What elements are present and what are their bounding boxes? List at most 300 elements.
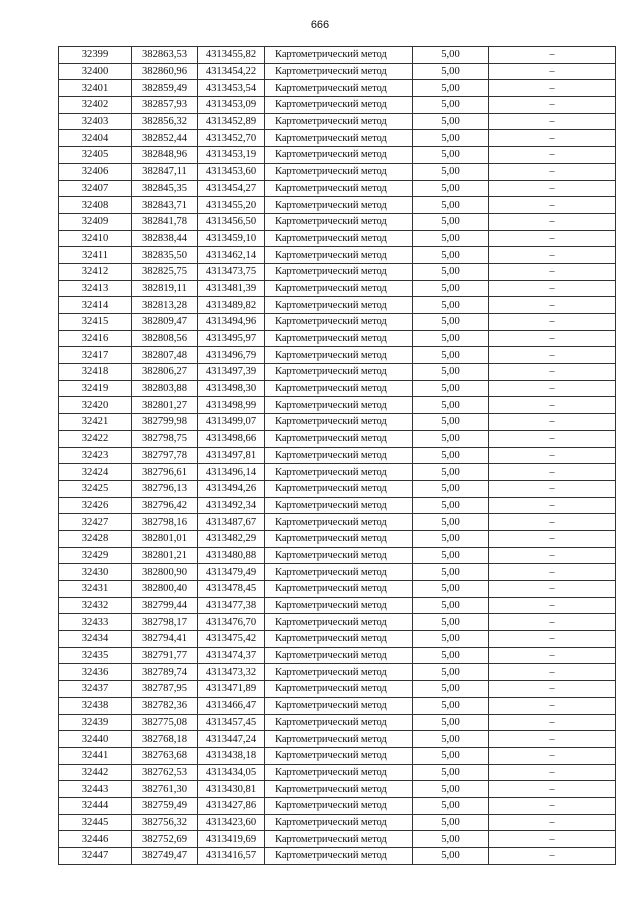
- point-number-cell: 32421: [59, 414, 132, 431]
- table-row: [59, 380, 616, 397]
- y-coordinate-cell: 4313475,42: [198, 631, 265, 648]
- method-cell: Картометрический метод: [265, 530, 413, 547]
- table-row: [59, 263, 616, 280]
- note-cell: –: [489, 764, 616, 781]
- table-row: [59, 697, 616, 714]
- x-coordinate-cell: 382845,35: [132, 180, 198, 197]
- y-coordinate-cell: 4313455,82: [198, 47, 265, 64]
- y-coordinate-cell: 4313496,14: [198, 464, 265, 481]
- table-row: [59, 781, 616, 798]
- accuracy-cell: 5,00: [413, 814, 489, 831]
- point-number-cell: 32410: [59, 230, 132, 247]
- table-row: [59, 848, 616, 865]
- accuracy-cell: 5,00: [413, 263, 489, 280]
- point-number-cell: 32426: [59, 497, 132, 514]
- y-coordinate-cell: 4313427,86: [198, 797, 265, 814]
- x-coordinate-cell: 382806,27: [132, 364, 198, 381]
- note-cell: –: [489, 681, 616, 698]
- point-number-cell: 32406: [59, 163, 132, 180]
- method-cell: Картометрический метод: [265, 280, 413, 297]
- x-coordinate-cell: 382803,88: [132, 380, 198, 397]
- x-coordinate-cell: 382791,77: [132, 647, 198, 664]
- point-number-cell: 32422: [59, 430, 132, 447]
- table-row: [59, 714, 616, 731]
- table-row: [59, 314, 616, 331]
- y-coordinate-cell: 4313453,09: [198, 97, 265, 114]
- table-row: [59, 213, 616, 230]
- method-cell: Картометрический метод: [265, 330, 413, 347]
- note-cell: –: [489, 781, 616, 798]
- note-cell: –: [489, 714, 616, 731]
- point-number-cell: 32445: [59, 814, 132, 831]
- page-number: 666: [310, 19, 330, 31]
- note-cell: –: [489, 614, 616, 631]
- note-cell: –: [489, 848, 616, 865]
- note-cell: –: [489, 230, 616, 247]
- point-number-cell: 32432: [59, 597, 132, 614]
- note-cell: –: [489, 464, 616, 481]
- x-coordinate-cell: 382752,69: [132, 831, 198, 848]
- y-coordinate-cell: 4313497,39: [198, 364, 265, 381]
- table-row: [59, 480, 616, 497]
- accuracy-cell: 5,00: [413, 213, 489, 230]
- y-coordinate-cell: 4313430,81: [198, 781, 265, 798]
- x-coordinate-cell: 382799,44: [132, 597, 198, 614]
- accuracy-cell: 5,00: [413, 497, 489, 514]
- note-cell: –: [489, 530, 616, 547]
- y-coordinate-cell: 4313487,67: [198, 514, 265, 531]
- table-row: [59, 80, 616, 97]
- method-cell: Картометрический метод: [265, 781, 413, 798]
- method-cell: Картометрический метод: [265, 814, 413, 831]
- x-coordinate-cell: 382796,42: [132, 497, 198, 514]
- x-coordinate-cell: 382797,78: [132, 447, 198, 464]
- note-cell: –: [489, 80, 616, 97]
- table-row: [59, 497, 616, 514]
- method-cell: Картометрический метод: [265, 514, 413, 531]
- y-coordinate-cell: 4313438,18: [198, 747, 265, 764]
- x-coordinate-cell: 382801,27: [132, 397, 198, 414]
- method-cell: Картометрический метод: [265, 247, 413, 264]
- table-row: [59, 597, 616, 614]
- y-coordinate-cell: 4313495,97: [198, 330, 265, 347]
- accuracy-cell: 5,00: [413, 297, 489, 314]
- x-coordinate-cell: 382808,56: [132, 330, 198, 347]
- table-row: [59, 347, 616, 364]
- y-coordinate-cell: 4313423,60: [198, 814, 265, 831]
- point-number-cell: 32420: [59, 397, 132, 414]
- accuracy-cell: 5,00: [413, 747, 489, 764]
- method-cell: Картометрический метод: [265, 614, 413, 631]
- x-coordinate-cell: 382841,78: [132, 213, 198, 230]
- accuracy-cell: 5,00: [413, 330, 489, 347]
- point-number-cell: 32408: [59, 197, 132, 214]
- x-coordinate-cell: 382825,75: [132, 263, 198, 280]
- method-cell: Картометрический метод: [265, 364, 413, 381]
- method-cell: Картометрический метод: [265, 480, 413, 497]
- x-coordinate-cell: 382763,68: [132, 747, 198, 764]
- note-cell: –: [489, 547, 616, 564]
- point-number-cell: 32409: [59, 213, 132, 230]
- accuracy-cell: 5,00: [413, 347, 489, 364]
- point-number-cell: 32407: [59, 180, 132, 197]
- x-coordinate-cell: 382801,21: [132, 547, 198, 564]
- y-coordinate-cell: 4313477,38: [198, 597, 265, 614]
- y-coordinate-cell: 4313455,20: [198, 197, 265, 214]
- point-number-cell: 32439: [59, 714, 132, 731]
- table-row: [59, 831, 616, 848]
- method-cell: Картометрический метод: [265, 764, 413, 781]
- point-number-cell: 32413: [59, 280, 132, 297]
- note-cell: –: [489, 397, 616, 414]
- table-row: [59, 447, 616, 464]
- x-coordinate-cell: 382782,36: [132, 697, 198, 714]
- table-row: [59, 364, 616, 381]
- x-coordinate-cell: 382789,74: [132, 664, 198, 681]
- note-cell: –: [489, 731, 616, 748]
- point-number-cell: 32440: [59, 731, 132, 748]
- accuracy-cell: 5,00: [413, 63, 489, 80]
- point-number-cell: 32442: [59, 764, 132, 781]
- method-cell: Картометрический метод: [265, 747, 413, 764]
- coordinates-table-body: [59, 47, 616, 865]
- table-row: [59, 397, 616, 414]
- point-number-cell: 32435: [59, 647, 132, 664]
- x-coordinate-cell: 382801,01: [132, 530, 198, 547]
- method-cell: Картометрический метод: [265, 697, 413, 714]
- x-coordinate-cell: 382794,41: [132, 631, 198, 648]
- method-cell: Картометрический метод: [265, 797, 413, 814]
- method-cell: Картометрический метод: [265, 197, 413, 214]
- x-coordinate-cell: 382749,47: [132, 848, 198, 865]
- note-cell: –: [489, 497, 616, 514]
- x-coordinate-cell: 382799,98: [132, 414, 198, 431]
- x-coordinate-cell: 382762,53: [132, 764, 198, 781]
- table-row: [59, 647, 616, 664]
- accuracy-cell: 5,00: [413, 430, 489, 447]
- coordinates-table: [58, 46, 616, 865]
- accuracy-cell: 5,00: [413, 681, 489, 698]
- x-coordinate-cell: 382819,11: [132, 280, 198, 297]
- point-number-cell: 32438: [59, 697, 132, 714]
- accuracy-cell: 5,00: [413, 280, 489, 297]
- point-number-cell: 32447: [59, 848, 132, 865]
- y-coordinate-cell: 4313494,96: [198, 314, 265, 331]
- y-coordinate-cell: 4313454,27: [198, 180, 265, 197]
- note-cell: –: [489, 163, 616, 180]
- y-coordinate-cell: 4313452,70: [198, 130, 265, 147]
- point-number-cell: 32424: [59, 464, 132, 481]
- accuracy-cell: 5,00: [413, 614, 489, 631]
- note-cell: –: [489, 447, 616, 464]
- point-number-cell: 32412: [59, 263, 132, 280]
- y-coordinate-cell: 4313416,57: [198, 848, 265, 865]
- method-cell: Картометрический метод: [265, 414, 413, 431]
- point-number-cell: 32433: [59, 614, 132, 631]
- x-coordinate-cell: 382796,61: [132, 464, 198, 481]
- note-cell: –: [489, 180, 616, 197]
- table-row: [59, 614, 616, 631]
- accuracy-cell: 5,00: [413, 180, 489, 197]
- note-cell: –: [489, 213, 616, 230]
- y-coordinate-cell: 4313489,82: [198, 297, 265, 314]
- x-coordinate-cell: 382859,49: [132, 80, 198, 97]
- x-coordinate-cell: 382863,53: [132, 47, 198, 64]
- x-coordinate-cell: 382775,08: [132, 714, 198, 731]
- table-row: [59, 564, 616, 581]
- method-cell: Картометрический метод: [265, 314, 413, 331]
- note-cell: –: [489, 831, 616, 848]
- table-row: [59, 631, 616, 648]
- method-cell: Картометрический метод: [265, 497, 413, 514]
- accuracy-cell: 5,00: [413, 230, 489, 247]
- y-coordinate-cell: 4313496,79: [198, 347, 265, 364]
- method-cell: Картометрический метод: [265, 681, 413, 698]
- method-cell: Картометрический метод: [265, 430, 413, 447]
- point-number-cell: 32400: [59, 63, 132, 80]
- y-coordinate-cell: 4313474,37: [198, 647, 265, 664]
- y-coordinate-cell: 4313453,54: [198, 80, 265, 97]
- point-number-cell: 32404: [59, 130, 132, 147]
- y-coordinate-cell: 4313471,89: [198, 681, 265, 698]
- accuracy-cell: 5,00: [413, 530, 489, 547]
- table-row: [59, 180, 616, 197]
- accuracy-cell: 5,00: [413, 197, 489, 214]
- y-coordinate-cell: 4313478,45: [198, 581, 265, 598]
- point-number-cell: 32430: [59, 564, 132, 581]
- accuracy-cell: 5,00: [413, 647, 489, 664]
- point-number-cell: 32436: [59, 664, 132, 681]
- point-number-cell: 32415: [59, 314, 132, 331]
- method-cell: Картометрический метод: [265, 848, 413, 865]
- x-coordinate-cell: 382787,95: [132, 681, 198, 698]
- table-row: [59, 547, 616, 564]
- accuracy-cell: 5,00: [413, 547, 489, 564]
- table-row: [59, 464, 616, 481]
- y-coordinate-cell: 4313481,39: [198, 280, 265, 297]
- table-row: [59, 147, 616, 164]
- table-row: [59, 414, 616, 431]
- y-coordinate-cell: 4313457,45: [198, 714, 265, 731]
- method-cell: Картометрический метод: [265, 581, 413, 598]
- accuracy-cell: 5,00: [413, 464, 489, 481]
- x-coordinate-cell: 382798,17: [132, 614, 198, 631]
- note-cell: –: [489, 664, 616, 681]
- method-cell: Картометрический метод: [265, 631, 413, 648]
- note-cell: –: [489, 113, 616, 130]
- method-cell: Картометрический метод: [265, 347, 413, 364]
- note-cell: –: [489, 364, 616, 381]
- method-cell: Картометрический метод: [265, 297, 413, 314]
- method-cell: Картометрический метод: [265, 230, 413, 247]
- accuracy-cell: 5,00: [413, 848, 489, 865]
- y-coordinate-cell: 4313453,60: [198, 163, 265, 180]
- point-number-cell: 32441: [59, 747, 132, 764]
- method-cell: Картометрический метод: [265, 80, 413, 97]
- y-coordinate-cell: 4313454,22: [198, 63, 265, 80]
- table-row: [59, 430, 616, 447]
- y-coordinate-cell: 4313459,10: [198, 230, 265, 247]
- y-coordinate-cell: 4313419,69: [198, 831, 265, 848]
- note-cell: –: [489, 697, 616, 714]
- point-number-cell: 32416: [59, 330, 132, 347]
- x-coordinate-cell: 382759,49: [132, 797, 198, 814]
- point-number-cell: 32443: [59, 781, 132, 798]
- note-cell: –: [489, 564, 616, 581]
- x-coordinate-cell: 382756,32: [132, 814, 198, 831]
- method-cell: Картометрический метод: [265, 647, 413, 664]
- table-row: [59, 764, 616, 781]
- point-number-cell: 32431: [59, 581, 132, 598]
- note-cell: –: [489, 247, 616, 264]
- y-coordinate-cell: 4313434,05: [198, 764, 265, 781]
- table-row: [59, 814, 616, 831]
- y-coordinate-cell: 4313473,75: [198, 263, 265, 280]
- y-coordinate-cell: 4313480,88: [198, 547, 265, 564]
- note-cell: –: [489, 514, 616, 531]
- y-coordinate-cell: 4313453,19: [198, 147, 265, 164]
- note-cell: –: [489, 314, 616, 331]
- accuracy-cell: 5,00: [413, 380, 489, 397]
- table-row: [59, 797, 616, 814]
- x-coordinate-cell: 382813,28: [132, 297, 198, 314]
- accuracy-cell: 5,00: [413, 113, 489, 130]
- x-coordinate-cell: 382847,11: [132, 163, 198, 180]
- accuracy-cell: 5,00: [413, 664, 489, 681]
- point-number-cell: 32434: [59, 631, 132, 648]
- accuracy-cell: 5,00: [413, 447, 489, 464]
- accuracy-cell: 5,00: [413, 764, 489, 781]
- x-coordinate-cell: 382807,48: [132, 347, 198, 364]
- note-cell: –: [489, 330, 616, 347]
- note-cell: –: [489, 581, 616, 598]
- accuracy-cell: 5,00: [413, 364, 489, 381]
- table-row: [59, 47, 616, 64]
- accuracy-cell: 5,00: [413, 80, 489, 97]
- method-cell: Картометрический метод: [265, 113, 413, 130]
- table-row: [59, 530, 616, 547]
- y-coordinate-cell: 4313456,50: [198, 213, 265, 230]
- table-row: [59, 63, 616, 80]
- x-coordinate-cell: 382796,13: [132, 480, 198, 497]
- method-cell: Картометрический метод: [265, 63, 413, 80]
- accuracy-cell: 5,00: [413, 781, 489, 798]
- accuracy-cell: 5,00: [413, 97, 489, 114]
- method-cell: Картометрический метод: [265, 447, 413, 464]
- note-cell: –: [489, 263, 616, 280]
- note-cell: –: [489, 814, 616, 831]
- note-cell: –: [489, 747, 616, 764]
- accuracy-cell: 5,00: [413, 480, 489, 497]
- point-number-cell: 32425: [59, 480, 132, 497]
- table-row: [59, 297, 616, 314]
- x-coordinate-cell: 382800,90: [132, 564, 198, 581]
- accuracy-cell: 5,00: [413, 597, 489, 614]
- method-cell: Картометрический метод: [265, 464, 413, 481]
- note-cell: –: [489, 63, 616, 80]
- point-number-cell: 32446: [59, 831, 132, 848]
- x-coordinate-cell: 382856,32: [132, 113, 198, 130]
- note-cell: –: [489, 97, 616, 114]
- note-cell: –: [489, 297, 616, 314]
- point-number-cell: 32402: [59, 97, 132, 114]
- method-cell: Картометрический метод: [265, 397, 413, 414]
- y-coordinate-cell: 4313497,81: [198, 447, 265, 464]
- point-number-cell: 32428: [59, 530, 132, 547]
- method-cell: Картометрический метод: [265, 47, 413, 64]
- table-row: [59, 247, 616, 264]
- table-row: [59, 330, 616, 347]
- x-coordinate-cell: 382800,40: [132, 581, 198, 598]
- point-number-cell: 32399: [59, 47, 132, 64]
- note-cell: –: [489, 130, 616, 147]
- accuracy-cell: 5,00: [413, 130, 489, 147]
- x-coordinate-cell: 382843,71: [132, 197, 198, 214]
- accuracy-cell: 5,00: [413, 831, 489, 848]
- note-cell: –: [489, 797, 616, 814]
- x-coordinate-cell: 382857,93: [132, 97, 198, 114]
- method-cell: Картометрический метод: [265, 380, 413, 397]
- y-coordinate-cell: 4313494,26: [198, 480, 265, 497]
- accuracy-cell: 5,00: [413, 247, 489, 264]
- y-coordinate-cell: 4313479,49: [198, 564, 265, 581]
- note-cell: –: [489, 147, 616, 164]
- y-coordinate-cell: 4313462,14: [198, 247, 265, 264]
- point-number-cell: 32405: [59, 147, 132, 164]
- accuracy-cell: 5,00: [413, 797, 489, 814]
- note-cell: –: [489, 380, 616, 397]
- method-cell: Картометрический метод: [265, 130, 413, 147]
- x-coordinate-cell: 382798,16: [132, 514, 198, 531]
- accuracy-cell: 5,00: [413, 631, 489, 648]
- note-cell: –: [489, 47, 616, 64]
- x-coordinate-cell: 382835,50: [132, 247, 198, 264]
- x-coordinate-cell: 382768,18: [132, 731, 198, 748]
- accuracy-cell: 5,00: [413, 697, 489, 714]
- accuracy-cell: 5,00: [413, 731, 489, 748]
- table-row: [59, 747, 616, 764]
- point-number-cell: 32417: [59, 347, 132, 364]
- x-coordinate-cell: 382809,47: [132, 314, 198, 331]
- x-coordinate-cell: 382860,96: [132, 63, 198, 80]
- note-cell: –: [489, 597, 616, 614]
- accuracy-cell: 5,00: [413, 163, 489, 180]
- note-cell: –: [489, 631, 616, 648]
- y-coordinate-cell: 4313498,30: [198, 380, 265, 397]
- note-cell: –: [489, 430, 616, 447]
- table-row: [59, 681, 616, 698]
- method-cell: Картометрический метод: [265, 831, 413, 848]
- y-coordinate-cell: 4313498,66: [198, 430, 265, 447]
- point-number-cell: 32414: [59, 297, 132, 314]
- table-row: [59, 97, 616, 114]
- x-coordinate-cell: 382798,75: [132, 430, 198, 447]
- x-coordinate-cell: 382852,44: [132, 130, 198, 147]
- method-cell: Картометрический метод: [265, 97, 413, 114]
- table-row: [59, 230, 616, 247]
- point-number-cell: 32401: [59, 80, 132, 97]
- y-coordinate-cell: 4313466,47: [198, 697, 265, 714]
- note-cell: –: [489, 414, 616, 431]
- point-number-cell: 32437: [59, 681, 132, 698]
- method-cell: Картометрический метод: [265, 731, 413, 748]
- note-cell: –: [489, 480, 616, 497]
- accuracy-cell: 5,00: [413, 47, 489, 64]
- x-coordinate-cell: 382848,96: [132, 147, 198, 164]
- point-number-cell: 32411: [59, 247, 132, 264]
- accuracy-cell: 5,00: [413, 581, 489, 598]
- x-coordinate-cell: 382838,44: [132, 230, 198, 247]
